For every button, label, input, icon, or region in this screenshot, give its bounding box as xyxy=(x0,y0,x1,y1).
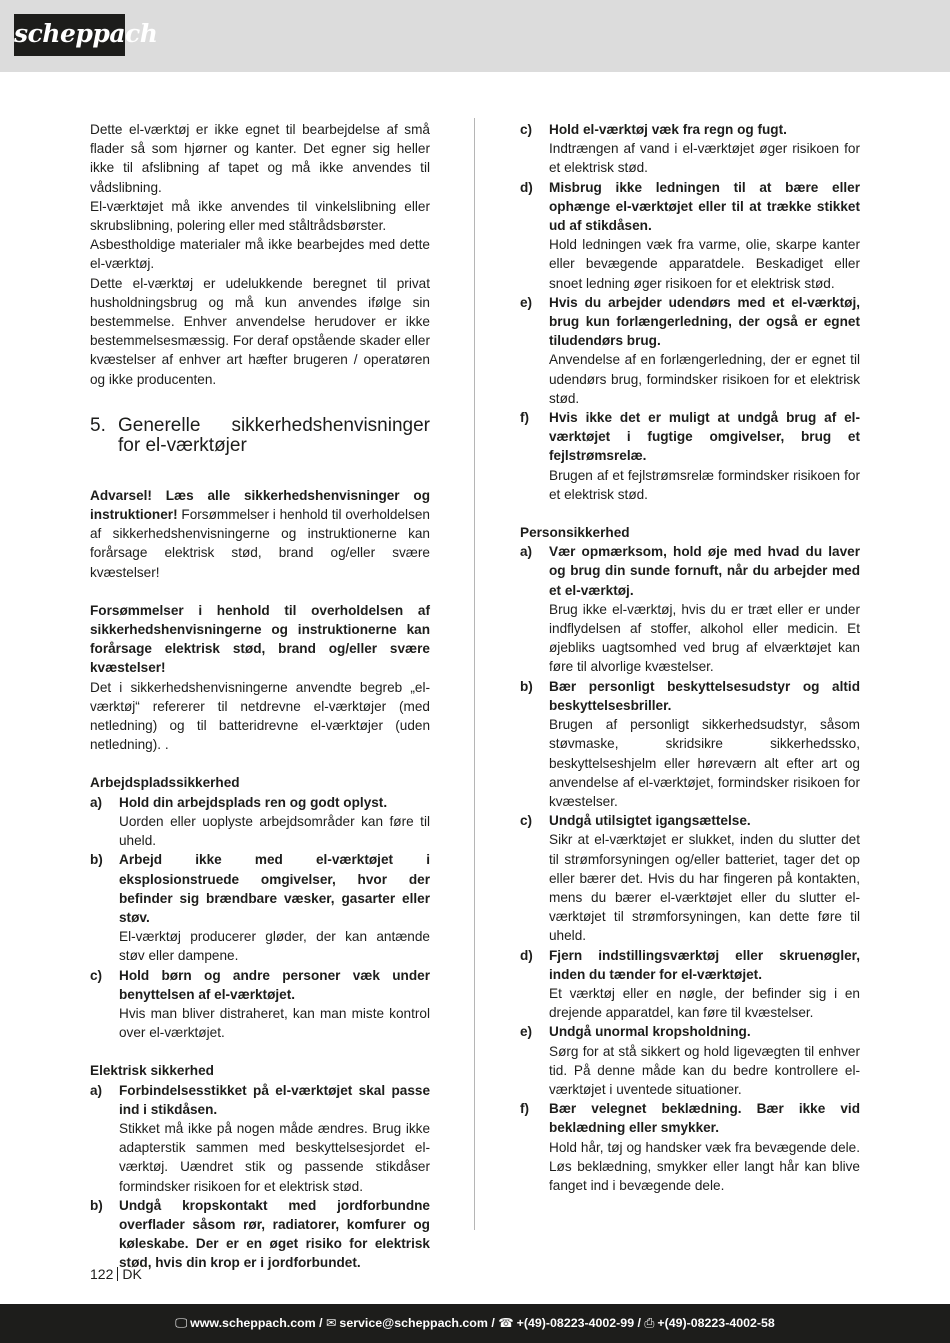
item-label: b) xyxy=(90,1197,103,1213)
item-title: Vær opmærksom, hold øje med hvad du laver og brug din sunde fornuft, når du arbejder med et el-værktøj. xyxy=(549,544,860,598)
item-label: c) xyxy=(520,122,533,137)
item-title: Undgå kropskontakt med jordforbundne overflader såsom rør, radiatorer, komfurer og køleskabe. Der er en øget risiko for elektrisk stød, hvis din krop er i jordforbundet. xyxy=(119,1197,430,1271)
item-title: Undgå unormal kropsholdning. xyxy=(549,1024,751,1040)
section-title: Generelle sikkerhedshenvisninger for el-værktøjer xyxy=(118,414,430,456)
fax-icon: ⎙ xyxy=(644,1316,655,1330)
warning-bold: Advarsel! Læs alle sikkerhedshenvisninger og instruktioner! xyxy=(90,487,430,523)
item-text: Hold ledningen væk fra varme, olie, skarpe kanter eller bevægende apparatdele. Beskadiget eller snoet ledning øger risikoen for et elektrisk stød. xyxy=(549,237,860,291)
item-title: Forbindelsesstikket på el-værktøjet skal passe ind i stikdåsen. xyxy=(119,1082,430,1117)
item-title: Hold el-værktøj væk fra regn og fugt. xyxy=(549,122,787,137)
right-column xyxy=(520,120,860,1195)
warning2-bold: Forsømmelser i henhold til overholdelsen af sikkerhedshenvisningerne og instruktionerne kan forårsage elektrisk stød, brand og/eller svære kvæstelser! xyxy=(90,602,430,676)
page-number xyxy=(90,1264,142,1284)
list-item xyxy=(520,178,860,293)
item-label: a) xyxy=(90,794,103,810)
item-title: Bær velegnet beklædning. Bær ikke vid beklædning eller smykker. xyxy=(549,1101,860,1136)
phone-icon: ☎ xyxy=(498,1316,514,1330)
intro-paragraph: Dette el-værktøj er ikke egnet til bearbejdelse af små flader så som hjørner og kanter. Det egner sig heller ikke til afslibning af tapet og må ikke anvendes til vådslibning. xyxy=(90,122,430,195)
list-item xyxy=(90,1196,430,1273)
warning2-text: Det i sikkerhedshenvisningerne anvendte begreb „el-værktøj“ refererer til netdrevne el-værktøjer (med netledning) og til batteridrevne el-værktøjer (uden netledning). . xyxy=(90,679,430,753)
list-item xyxy=(520,946,860,1023)
item-label: e) xyxy=(520,294,533,310)
computer-icon: 🖵 xyxy=(175,1316,188,1330)
intro-paragraph: Asbestholdige materialer må ikke bearbejdes med dette el-værktøj. xyxy=(90,237,430,272)
footer-email[interactable]: service@scheppach.com xyxy=(339,1316,488,1330)
header-bar xyxy=(0,0,950,72)
intro-paragraph: Dette el-værktøj er udelukkende beregnet til privat husholdningsbrug og må kun anvendes ifølge sin bestemmelse. Enhver anvendelse herudover er ikke bestemmelsesmæssig. For deraf opstående skader eller kvæstelser af enhver art hæfter brugeren / operatøren og ikke producenten. xyxy=(90,275,430,387)
item-title: Hold børn og andre personer væk under benyttelsen af el-værktøjet. xyxy=(119,967,430,1002)
scheppach-logo: scheppach xyxy=(14,14,125,56)
footer-bar: 🖵 www.scheppach.com / ✉ service@scheppach.com / ☎ +(49)-08223-4002-99 / ⎙ +(49)-08223-4002-58 xyxy=(0,1304,950,1343)
list-item xyxy=(90,850,430,965)
item-label: b) xyxy=(520,678,533,694)
item-title: Hvis du arbejder udendørs med et el-værktøj, brug kun forlængerledning, der også er egnet tiludendørs brug. xyxy=(549,294,860,349)
work-area-heading: Arbejdspladssikkerhed xyxy=(90,775,240,791)
item-text: Brugen af personligt sikkerhedsudstyr, såsom støvmaske, skridsikre sikkerhedssko, beskyttelseshjelm eller høreværn alt efter art og anvendelse af el-værktøjet, formindsker risikoen for kvæstelser. xyxy=(549,717,860,809)
footer-website[interactable]: www.scheppach.com xyxy=(190,1316,316,1330)
item-text: Sørg for at stå sikkert og hold ligevægten til enhver tid. På denne måde kan du bedre kontrollere el-værktøjet i uventede situationer. xyxy=(549,1043,860,1097)
item-label: a) xyxy=(520,544,533,560)
item-text: Brug ikke el-værktøj, hvis du er træt eller er under indflydelsen af stoffer, alkohol eller medicin. Et øjebliks uagtsomhed ved brug af elværktøjet kan føre til alvorlige kvæstelser. xyxy=(549,601,860,675)
item-title: Hvis ikke det er muligt at undgå brug af el-værktøjet i fugtige omgivelser, brug et fejlstrømsrelæ. xyxy=(549,410,860,464)
section-heading xyxy=(90,416,430,456)
list-item xyxy=(520,408,860,504)
item-text: Et værktøj eller en nøgle, der befinder sig i en drejende apparatdel, kan føre til kvæstelser. xyxy=(549,985,860,1021)
item-text: Uorden eller uoplyste arbejdsområder kan føre til uheld. xyxy=(119,813,430,849)
list-item xyxy=(520,1099,860,1195)
item-text: Hold hår, tøj og handsker væk fra bevægende dele. Løs beklædning, smykker eller langt hår kan blive fanget ind i bevægende dele. xyxy=(549,1139,860,1193)
item-label: c) xyxy=(90,967,103,983)
item-title: Fjern indstillingsværktøj eller skruenøgler, inden du tænder for el-værktøjet. xyxy=(549,947,860,982)
item-label: d) xyxy=(520,179,533,195)
column-divider xyxy=(474,118,475,1230)
item-label: c) xyxy=(520,813,533,829)
warning-text: Forsømmelser i henhold til overholdelsen af sikkerhedshenvisningerne og instruktionerne kan forårsage elektrisk stød, brand og/eller svære kvæstelser! xyxy=(90,507,430,580)
page-language: DK xyxy=(122,1266,142,1282)
item-text: Indtrængen af vand i el-værktøjet øger risikoen for et elektrisk stød. xyxy=(549,141,860,176)
item-text: El-værktøj producerer gløder, der kan antænde støv eller dampene. xyxy=(119,929,430,964)
item-text: Hvis man bliver distraheret, kan man miste kontrol over el-værktøjet. xyxy=(119,1005,430,1041)
item-label: d) xyxy=(520,947,533,963)
list-item xyxy=(90,966,430,1043)
list-item xyxy=(520,677,860,811)
item-title: Misbrug ikke ledningen til at bære eller ophænge el-værktøjet eller til at trække stikket ud af stikdåsen. xyxy=(549,179,860,234)
email-icon: ✉ xyxy=(326,1316,337,1330)
item-title: Bær personligt beskyttelsesudstyr og altid beskyttelsesbriller. xyxy=(549,678,860,713)
page-number-value: 122 xyxy=(90,1266,114,1282)
personal-heading: Personsikkerhed xyxy=(520,525,630,541)
item-label: b) xyxy=(90,852,103,868)
list-item xyxy=(520,542,860,676)
footer-fax: +(49)-08223-4002-58 xyxy=(657,1316,775,1330)
item-label: f) xyxy=(520,1101,530,1117)
list-item xyxy=(520,1022,860,1099)
item-title: Hold din arbejdsplads ren og godt oplyst. xyxy=(119,794,388,810)
section-number: 5. xyxy=(90,414,106,436)
list-item xyxy=(520,293,860,408)
item-label: a) xyxy=(90,1082,103,1098)
left-column xyxy=(90,120,430,1273)
intro-paragraph: El-værktøjet må ikke anvendes til vinkelslibning eller skrubslibning, polering eller med ståltrådsbørster. xyxy=(90,198,430,234)
list-item xyxy=(90,793,430,851)
item-title: Arbejd ikke med el-værktøjet i eksplosionstruede omgivelser, hvor der befinder sig brændbare væsker, gasarter eller støv. xyxy=(119,852,430,925)
footer-phone: +(49)-08223-4002-99 xyxy=(516,1316,635,1330)
list-item xyxy=(520,120,860,178)
item-text: Sikr at el-værktøjet er slukket, inden du slutter det til strømforsyningen og/eller batteriet, tager det op eller bærer det. Hvis du har fingeren på kontakten, mens du bærer el-værktøjet eller du slutter el-værktøjet til strømforsyningen, kan dette føre til uheld. xyxy=(549,832,860,944)
warning-paragraph xyxy=(90,486,430,582)
item-label: f) xyxy=(520,410,530,426)
electrical-heading: Elektrisk sikkerhed xyxy=(90,1063,214,1079)
item-text: Stikket må ikke på nogen måde ændres. Brug ikke adapterstik sammen med beskyttelsesjordet el-værktøj. Uændret stik og passende stikdåser formindsker risikoen for et elektrisk stød. xyxy=(119,1120,430,1194)
item-text: Anvendelse af en forlængerledning, der er egnet til udendørs brug, formindsker risikoen for et elektrisk stød. xyxy=(549,352,860,406)
item-title: Undgå utilsigtet igangsættelse. xyxy=(549,813,751,829)
item-text: Brugen af et fejlstrømsrelæ formindsker risikoen for et elektrisk stød. xyxy=(549,467,860,502)
item-label: e) xyxy=(520,1024,533,1040)
list-item xyxy=(90,1081,430,1196)
list-item xyxy=(520,811,860,945)
